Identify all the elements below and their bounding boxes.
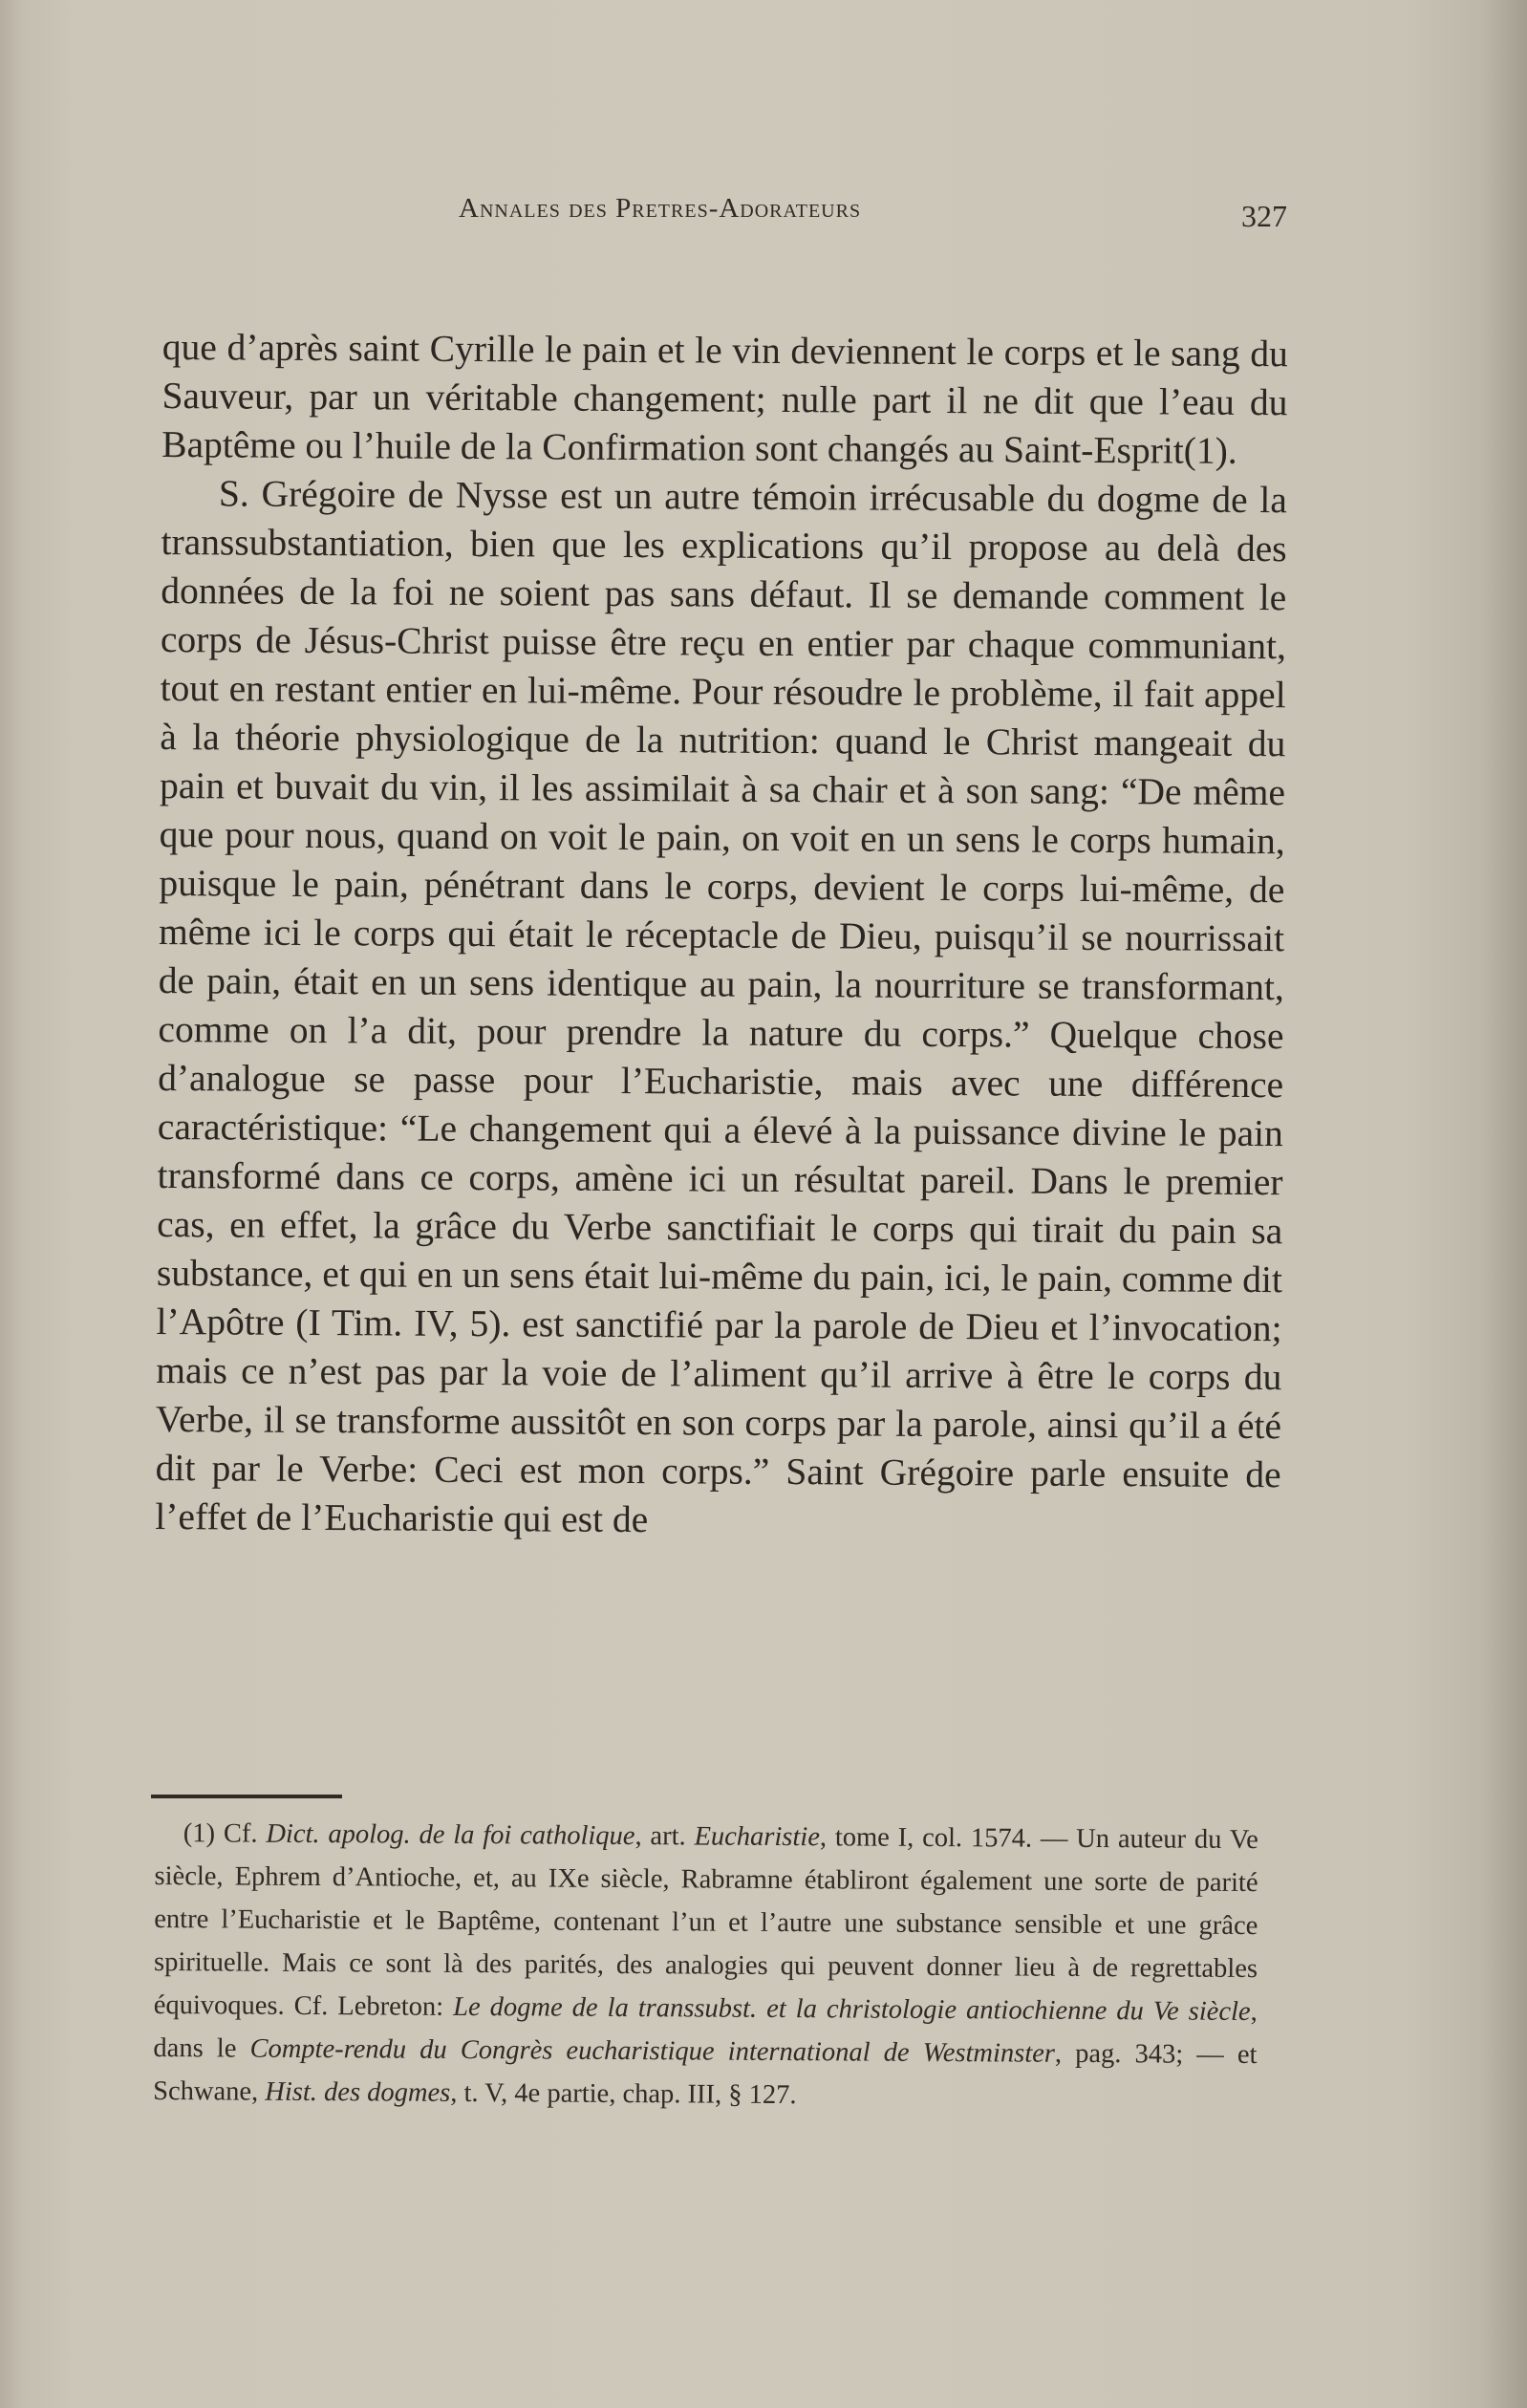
footnote <box>153 1812 1258 2119</box>
footnote-paragraph <box>153 1812 1258 2119</box>
footnote-text: , tome I, col. 1574. — Un auteur du Ve siècle, Ephrem d’Antioche, et, au IXe siècle, Rabramne établiront également une sorte de parité entre l’Eucharistie et le Baptême, contenant l’un et l’autre une substance sensible et une grâce spirituelle. Mais ce sont là des parités, des analogies qui peuvent donner lieu à de regrettables équivoques. Cf. Lebreton: <box>153 1822 1258 2022</box>
footnote-text: , art. <box>634 1821 695 1852</box>
running-title: Annales des Pretres-Adorateurs <box>459 193 862 224</box>
footnote-reference: Compte-rendu du Congrès eucharistique international de Westminster <box>249 2033 1056 2069</box>
footnote-text: , pag. 343; — et Schwane, <box>153 2038 1258 2107</box>
footnote-reference: Dict. apolog. de la foi catholique <box>266 1818 635 1852</box>
footnote-text: , t. V, 4e partie, chap. III, § 127. <box>450 2077 797 2111</box>
paragraph: que d’après saint Cyrille le pain et le vin deviennent le corps et le sang du Sauveur, par un véritable changement; nulle part il ne dit que l’eau du Baptême ou l’huile de la Confirmation sont changés au Saint-Esprit(1). <box>161 325 1288 472</box>
footnote-reference: Eucharistie <box>694 1821 821 1853</box>
footnote-divider <box>151 1795 342 1798</box>
main-text <box>155 323 1288 1548</box>
footnote-marker: (1) Cf. <box>183 1818 267 1849</box>
footnote-reference: Le dogme de la transsubst. et la christologie antiochienne du Ve siècle <box>453 1991 1251 2028</box>
footnote-reference: Hist. des dogmes <box>265 2076 451 2108</box>
page-number: 327 <box>1241 199 1287 233</box>
footnote-text: , dans le <box>153 1997 1258 2064</box>
paragraph: S. Grégoire de Nysse est un autre témoin irrécusable du dogme de la transsubstantiation, bien que les explications qu’il propose au delà des données de la foi ne soient pas sans défaut. Il se demande comment le corps de Jésus-Christ puisse être reçu en entier par chaque communiant, tout en restant entier en lui-même. Pour résoudre le problème, il fait appel à la théorie physiologique de la nutrition: quand le Christ mangeait du pain et buvait du vin, il les assimilait à sa chair et à son sang: “De même que pour nous, quand on voit le pain, on voit en un sens le corps humain, puisque le pain, pénétrant dans le corps, devient le corps lui-même, de même ici le corps qui était le réceptacle de Dieu, puisqu’il se nourrissait de pain, était en un sens identique au pain, la nourriture se transformant, comme on l’a dit, pour prendre la nature du corps.” Quelque chose d’analogue se passe pour l’Eucharistie, mais avec une différence caractéristique: “Le changement qui a élevé à la puissance divine le pain transformé dans ce corps, amène ici un résultat pareil. Dans le premier cas, en effet, la grâce du Verbe sanctifiait le corps qui tirait du pain sa substance, et qui en un sens était lui-même du pain, ici, le pain, comme dit l’Apôtre (I Tim. IV, 5). est sanctifié par la parole de Dieu et l’invocation; mais ce n’est pas par la voie de l’aliment qu’il arrive à être le corps du Verbe, il se transforme aussitôt en son corps par la parole, ainsi qu’il a été dit par le Verbe: Ceci est mon corps.” Saint Grégoire parle ensuite de l’effet de l’Eucharistie qui est de <box>155 472 1288 1541</box>
